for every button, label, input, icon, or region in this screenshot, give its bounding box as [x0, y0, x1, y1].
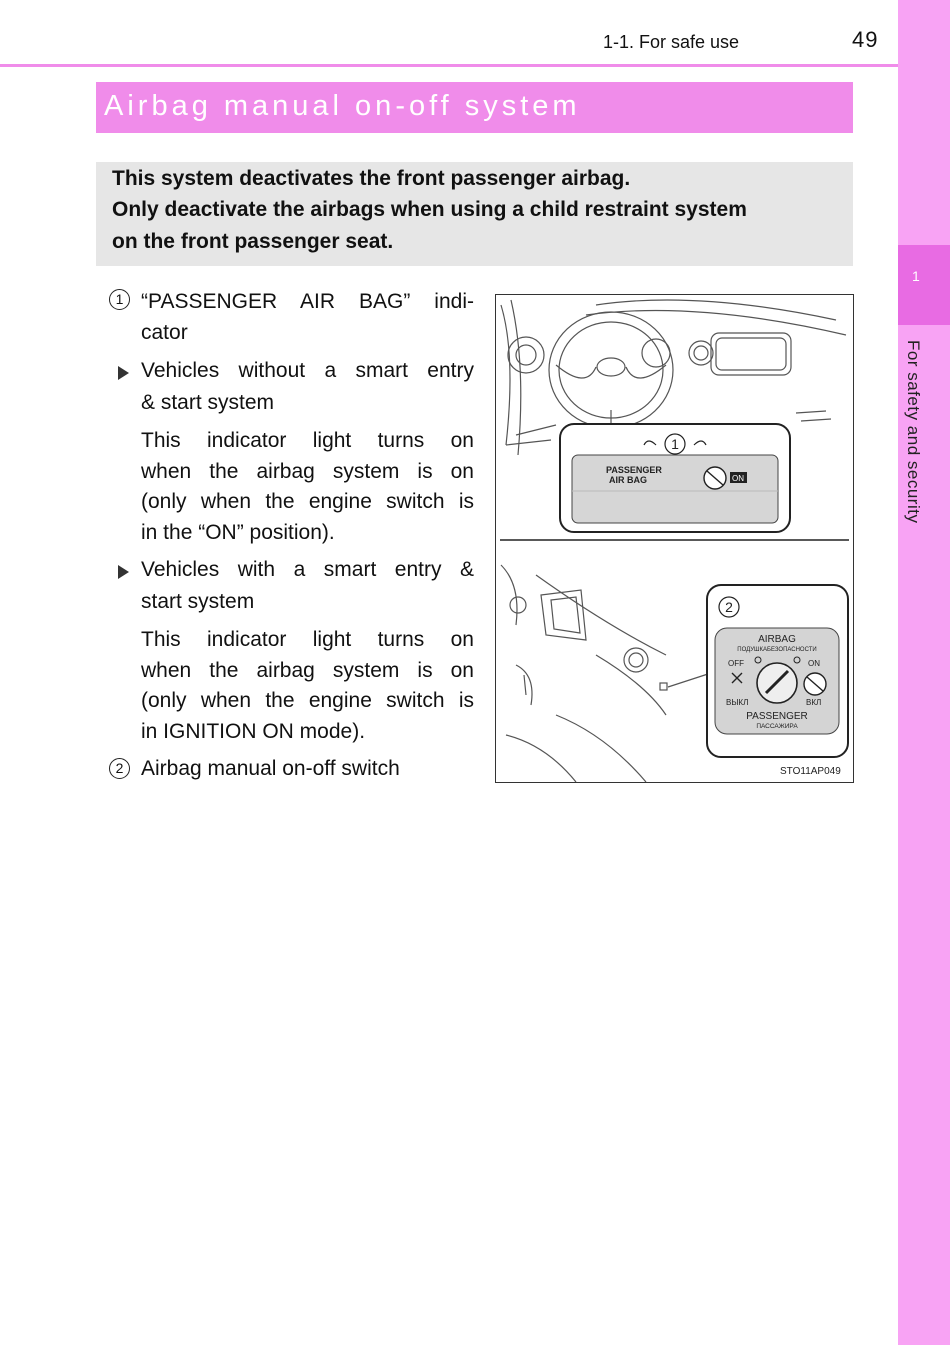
switch-airbag-ru-label: ПОДУШКАБЕЗОПАСНОСТИ	[737, 647, 817, 653]
switch-off-ru-label: ВЫКЛ	[726, 698, 749, 707]
bullet-body: (only when the engine switch is	[141, 689, 474, 712]
bullet-body: in IGNITION ON mode).	[141, 720, 366, 743]
item-2-label: Airbag manual on-off switch	[141, 757, 400, 780]
chapter-number: 1	[912, 268, 920, 284]
switch-passenger-ru-label: ПАССАЖИРА	[756, 723, 798, 730]
intro-line: on the front passenger seat.	[112, 230, 394, 253]
indicator-label: AIR BAG	[609, 475, 647, 485]
bullet-body: This indicator light turns on	[141, 429, 474, 452]
callout-number-1: 1	[671, 436, 679, 452]
indicator-label: PASSENGER	[606, 465, 662, 475]
bullet-heading: & start system	[141, 391, 275, 414]
item-marker-2: 2	[109, 758, 130, 779]
page-title: Airbag manual on-off system	[104, 90, 581, 122]
chapter-tab[interactable]	[898, 245, 950, 325]
intro-line: This system deactivates the front passenger airbag.	[112, 167, 631, 190]
bullet-arrow-icon	[118, 565, 129, 579]
bullet-body: (only when the engine switch is	[141, 490, 474, 513]
section-label: 1-1. For safe use	[603, 32, 740, 52]
item-1-label: cator	[141, 321, 188, 344]
bullet-body: in the “ON” position).	[141, 521, 335, 544]
bullet-body: This indicator light turns on	[141, 628, 474, 651]
figure-code: STO11AP049	[780, 766, 841, 777]
bullet-heading: Vehicles with a smart entry &	[141, 558, 474, 581]
item-marker-1: 1	[109, 289, 130, 310]
page-number: 49	[852, 27, 879, 52]
chapter-title: For safety and security	[904, 340, 923, 524]
side-tab	[898, 0, 950, 1345]
switch-on-label: ON	[808, 659, 820, 668]
bullet-heading: Vehicles without a smart entry	[141, 359, 474, 382]
intro-line: Only deactivate the airbags when using a child restraint system	[112, 198, 747, 221]
switch-passenger-label: PASSENGER	[746, 711, 808, 722]
switch-off-label: OFF	[728, 659, 744, 668]
item-1-label: “PASSENGER AIR BAG” indi-	[141, 290, 474, 313]
switch-on-ru-label: ВКЛ	[806, 698, 822, 707]
indicator-on-label: ON	[732, 474, 744, 483]
bullet-arrow-icon	[118, 366, 129, 380]
bullet-body: when the airbag system is on	[141, 659, 474, 682]
bullet-body: when the airbag system is on	[141, 460, 474, 483]
title-bar	[96, 82, 853, 133]
intro-box	[96, 162, 853, 266]
switch-airbag-label: AIRBAG	[758, 634, 796, 645]
callout-number-2: 2	[725, 599, 733, 615]
header-rule	[0, 64, 898, 67]
glovebox-drawing	[501, 565, 711, 782]
dashboard-illustration	[495, 294, 854, 783]
bullet-heading: start system	[141, 590, 255, 613]
